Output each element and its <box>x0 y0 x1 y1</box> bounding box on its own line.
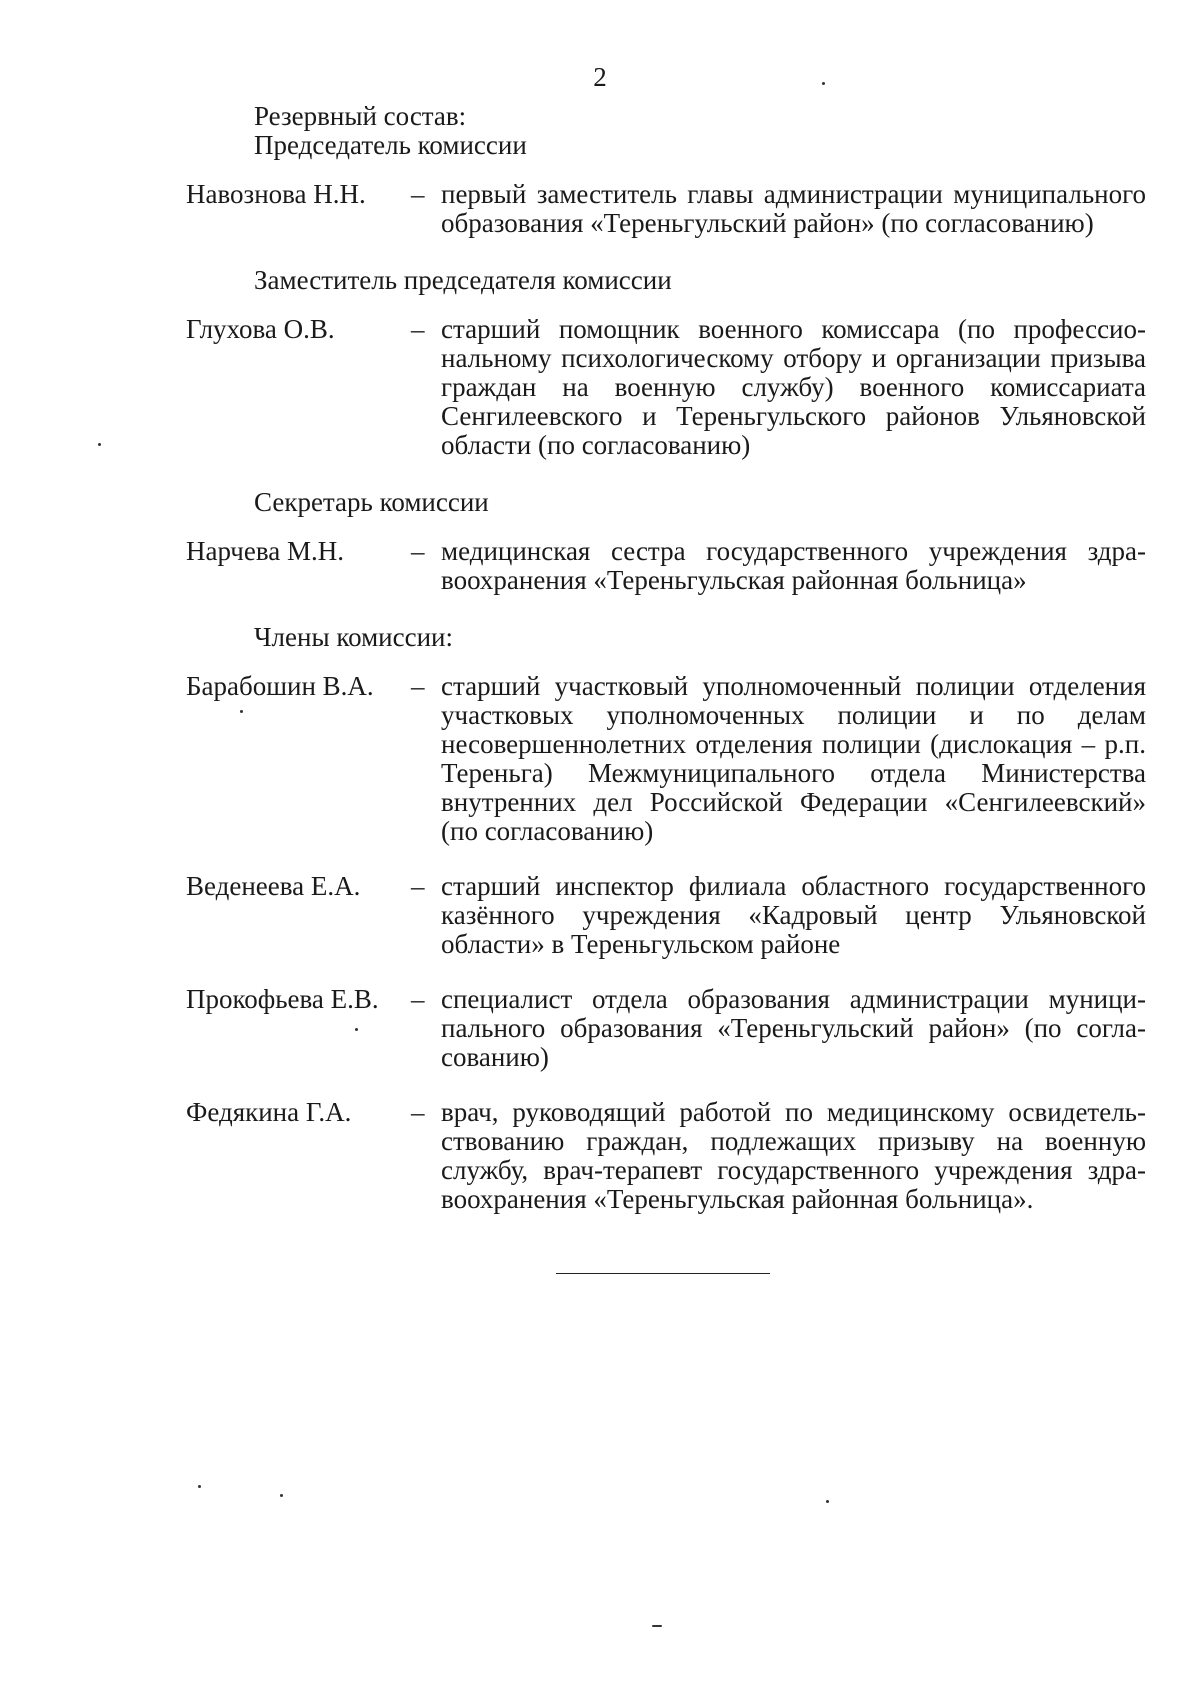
reserve-heading: Резервный состав: <box>254 101 467 131</box>
section-heading-members <box>186 623 1146 652</box>
document-body <box>186 102 1146 1214</box>
scan-speck <box>826 1500 829 1503</box>
member-name: Федякина Г.А. <box>186 1097 352 1127</box>
member-name: Навознова Н.Н. <box>186 179 366 209</box>
member-entry-chairman <box>186 180 1146 238</box>
member-description: врач, руководящий работой по медицинскому освидетельствованию граждан, подлежащих призыву на военную службу, врач-терапевт государственного учреждения здравоохранения «Тереньгульская районная больница». <box>441 1097 1146 1214</box>
member-description: специалист отдела образования администрации муниципального образования «Тереньгульский район» (по согласованию) <box>441 984 1146 1072</box>
member-dash: – <box>411 1097 425 1127</box>
deputy-heading: Заместитель председателя комиссии <box>254 265 672 295</box>
member-entry <box>186 872 1146 959</box>
member-dash: – <box>411 536 425 566</box>
section-heading-chairman <box>186 102 1146 160</box>
secretary-heading: Секретарь комиссии <box>254 487 489 517</box>
member-name: Веденеева Е.А. <box>186 871 361 901</box>
member-entry-deputy <box>186 315 1146 460</box>
member-dash: – <box>411 314 425 344</box>
section-heading-deputy <box>186 266 1146 295</box>
page-number: 2 <box>593 62 607 92</box>
closing-rule <box>556 1273 770 1274</box>
member-name: Прокофьева Е.В. <box>186 984 379 1014</box>
section-heading-secretary <box>186 488 1146 517</box>
member-dash: – <box>411 871 425 901</box>
member-description: первый заместитель главы администрации муниципального образования «Тереньгульский район» (по согласованию) <box>441 179 1146 238</box>
member-name: Глухова О.В. <box>186 314 335 344</box>
member-dash: – <box>411 984 425 1014</box>
chairman-heading: Председатель комиссии <box>254 130 527 160</box>
member-dash: – <box>411 179 425 209</box>
scan-speck <box>355 1028 358 1031</box>
member-description: старший помощник военного комиссара (по профессиональному психологическому отбору и организации призыва граждан на военную службу) военного комиссариата Сенгилеевского и Тереньгульского районов Ульяновской области (по согласованию) <box>441 314 1146 460</box>
member-name: Нарчева М.Н. <box>186 536 345 566</box>
member-description: старший инспектор филиала областного государственного казённого учреждения «Кадровый центр Ульяновской области» в Тереньгульском районе <box>441 871 1146 959</box>
member-description: медицинская сестра государственного учреждения здравоохранения «Тереньгульская районная больница» <box>441 536 1146 595</box>
member-entry <box>186 1098 1146 1214</box>
member-description: старший участковый уполномоченный полиции отделения участковых уполномоченных полиции и по делам несовершеннолетних отделения полиции (дислокация – р.п. Тереньга) Межмуниципального отдела Министерства внутренних дел Российской Федерации «Сенгилеевский» (по согласованию) <box>441 671 1146 846</box>
scan-speck <box>280 1494 283 1497</box>
member-entry <box>186 672 1146 846</box>
scan-speck <box>98 443 101 446</box>
member-dash: – <box>411 671 425 701</box>
scan-speck <box>822 82 825 85</box>
scan-speck <box>198 1485 201 1488</box>
member-name: Барабошин В.А. <box>186 671 374 701</box>
member-entry <box>186 985 1146 1072</box>
member-entry-secretary <box>186 537 1146 595</box>
members-heading: Члены комиссии: <box>254 622 453 652</box>
scan-speck <box>652 1625 662 1627</box>
scan-speck <box>240 710 243 713</box>
